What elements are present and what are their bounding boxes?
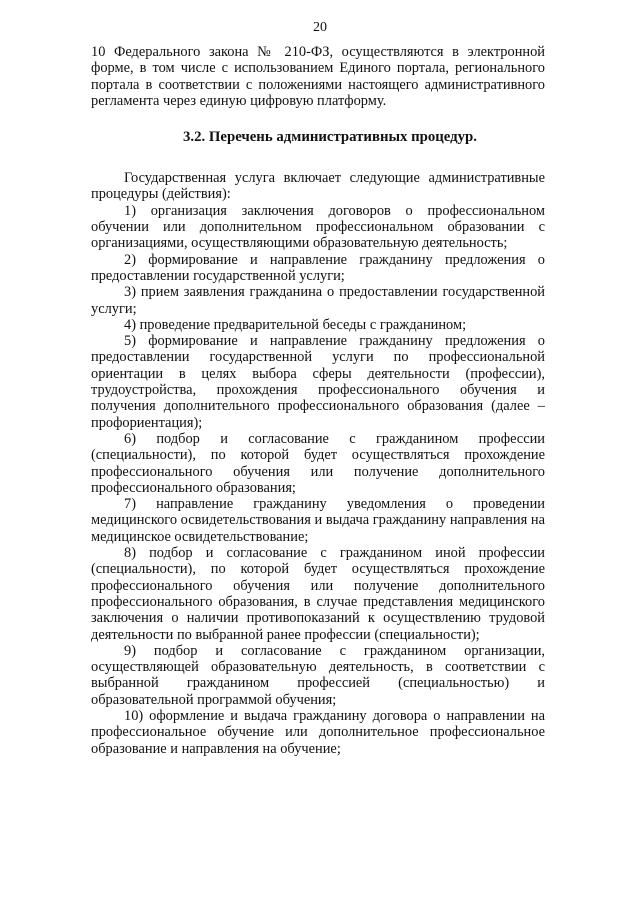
list-item: 3) прием заявления гражданина о предоставлении государственной услуги; [91, 284, 545, 317]
procedure-list [91, 203, 545, 757]
document-body [91, 44, 545, 757]
list-item: 7) направление гражданину уведомления о проведении медицинского освидетельствования и выдача гражданину направления на медицинское освидетельствование; [91, 496, 545, 545]
list-item: 5) формирование и направление гражданину предложения о предоставлении государственной услуги по профессиональной ориентации в целях выбора сферы деятельности (профессии), трудоустройства, прохождения профессионального обучения и получения дополнительного профессионального образования (далее – профориентация); [91, 333, 545, 431]
section-lead: Государственная услуга включает следующие административные процедуры (действия): [91, 170, 545, 203]
list-item: 9) подбор и согласование с гражданином организации, осуществляющей образовательную деятельность, в соответствии с выбранной гражданином профессией (специальностью) и образовательной программой обучения; [91, 642, 545, 708]
list-item: 8) подбор и согласование с гражданином иной профессии (специальности), по которой будет осуществляться прохождение профессионального обучения или получение дополнительного профессионального образования, в случае представления медицинского заключения о наличии противопоказаний к осуществлению трудовой деятельности по выбранной ранее профессии (специальности); [91, 545, 545, 643]
list-item: 10) оформление и выдача гражданину договора о направлении на профессиональное обучение или дополнительное профессиональное образование и направления на обучение; [91, 707, 545, 757]
page-number: 20 [313, 20, 327, 35]
list-item: 6) подбор и согласование с гражданином профессии (специальности), по которой будет осуществляться прохождение профессионального обучения или получение дополнительного профессионального образования; [91, 430, 545, 496]
section-heading: 3.2. Перечень административных процедур. [183, 129, 477, 146]
list-item: 1) организация заключения договоров о профессиональном обучении или дополнительном профессиональном образовании с организациями, осуществляющими образовательную деятельность; [91, 202, 545, 252]
list-item: 4) проведение предварительной беседы с гражданином; [124, 316, 467, 333]
list-item: 2) формирование и направление гражданину предложения о предоставлении государственной услуги; [91, 251, 545, 284]
intro-paragraph: 10 Федерального закона № 210-ФЗ, осуществляются в электронной форме, в том числе с использованием Единого портала, регионального портала в соответствии с положениями настоящего административного регламента через единую цифровую платформу. [91, 44, 545, 109]
